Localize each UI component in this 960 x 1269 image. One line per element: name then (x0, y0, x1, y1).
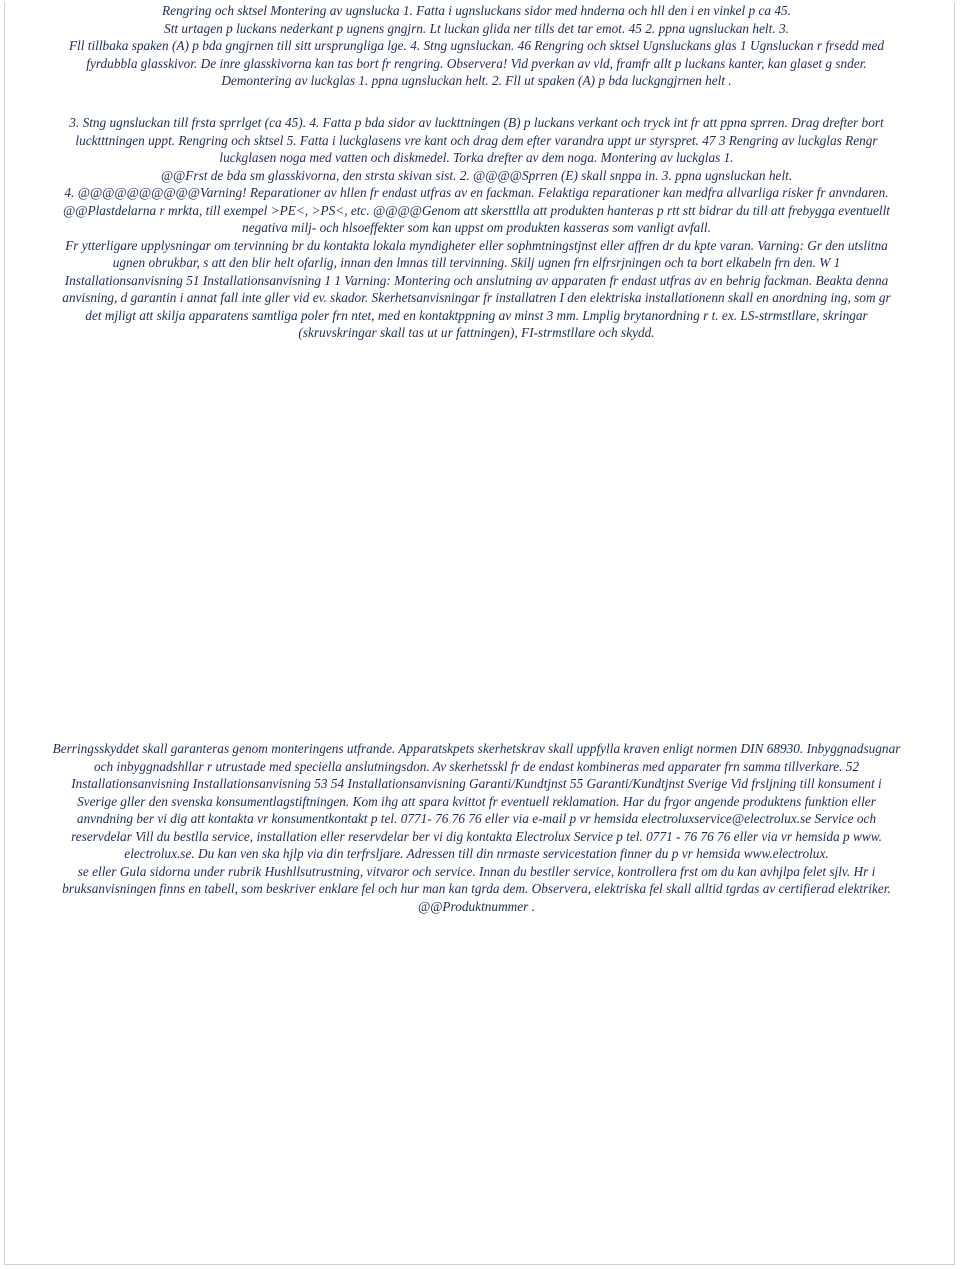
text-line: Fll tillbaka spaken (A) p bda gngjrnen till sitt ursprungliga lge. 4. Stng ugnsluckan. 46 Rengring och sktsel Ugnsluckans glas 1 Ugnsluckan r frsedd med (68, 38, 885, 53)
section-touch-protection-service (5, 740, 948, 915)
text-line: @@Plastdelarna r mrkta, till exempel >PE<, >PS<, etc. @@@@Genom att skersttlla att produkten hanteras p rtt stt bidrar du till att frebygga eventuellt (63, 202, 890, 218)
text-line: fyrdubbla glasskivor. De inre glasskivorna kan tas bort fr rengring. Observera! Vid pverkan av vld, framfr allt p luckans kanter, kan glaset g snder. (86, 55, 867, 71)
text-line: Demontering av luckglas 1. ppna ugnsluckan helt. 2. Fll ut spaken (A) p bda luckgngjrnen helt . (221, 73, 732, 88)
text-line: Stt urtagen p luckans nederkant p ugnens gngjrn. Lt luckan glida ner tills det tar emot. 45 2. ppna ugnsluckan helt. 3. (164, 20, 789, 36)
text-line: bruksanvisningen finns en tabell, som beskriver enklare fel och hur man kan tgrda dem. Observera, elektriska fel skall alltid tgrdas av certifierad elektriker. (62, 881, 891, 896)
text-line: se eller Gula sidorna under rubrik Hushllsutrustning, vitvaror och service. Innan du bestller service, kontrollera frst om du kan avhjlpa felet sjlv. Hr i (77, 863, 876, 879)
section-glass-cleaning (5, 114, 948, 342)
text-line: luckglasen noga med vatten och diskmedel. Torka drefter av dem noga. Montering av luckglas 1. (219, 150, 734, 165)
text-line: och inbyggnadshllar r utrustade med speciella anslutningsdon. Av skerhetsskl fr de endast kombineras med apparater frn samma tillverkare. 52 (94, 758, 859, 774)
text-line: Fr ytterligare upplysningar om tervinning br du kontakta lokala myndigheter eller sophmtningstjnst eller affren dr du kpte varan. Varning: Gr den utslitna (65, 237, 888, 253)
text-line: Installationsanvisning 51 Installationsanvisning 1 1 Varning: Montering och anslutning av apparaten fr endast utfras av en behrig fackman. Beakta denna (64, 272, 889, 288)
text-line: Rengring och sktsel Montering av ugnslucka 1. Fatta i ugnsluckans sidor med hnderna och hll den i en vinkel p ca 45. (162, 3, 791, 18)
text-line: negativa milj- och hlsoeffekter som kan uppst om produkten kasseras som vanligt avfall. (242, 220, 711, 235)
text-line: Installationsanvisning Installationsanvisning 53 54 Installationsanvisning Garanti/Kundtjnst 55 Garanti/Kundtjnst Sverige Vid frsljning till konsument i (71, 776, 882, 791)
product-number-label: @@Produktnummer . (417, 898, 536, 914)
text-line: det mjligt att skilja apparatens samtliga poler frn ntet, med en kontaktppning av minst 3 mm. Lmplig brytanordning r t. ex. LS-strmstllare, skringar (85, 307, 868, 323)
text-line: @@Frst de bda sm glasskivorna, den strsta skivan sist. 2. @@@@Sprren (E) skall snppa in. 3. ppna ugnsluckan helt. (160, 167, 793, 183)
text-line: ugnen obrukbar, s att den blir helt ofarlig, innan den lmnas till tervinning. Skilj ugnen frn elfrsrjningen och ta bort elkabeln frn den. W 1 (112, 255, 841, 270)
text-line: lucktttningen uppt. Rengring och sktsel 5. Fatta i luckglasens vre kant och drag dem efter varandra uppt ur styrspret. 47 3 Rengring av luckglas Rengr (75, 132, 878, 148)
text-line: anvndning ber vi dig att kontakta vr konsumentkontakt p tel. 0771- 76 76 76 eller via e-mail p vr hemsida electroluxservice@electrolux.se Service och (76, 811, 877, 826)
text-line: 4. @@@@@@@@@@Varning! Reparationer av hllen fr endast utfras av en fackman. Felaktiga reparationer kan medfra allvarliga risker fr anvndaren. (64, 185, 889, 200)
text-line: electrolux.se. Du kan ven ska hjlp via din terfrsljare. Adressen till din nrmaste servicestation finner du p vr hemsida www.electrolux. (124, 846, 829, 861)
text-line: anvisning, d garantin i annat fall inte gller vid ev. skador. Skerhetsanvisningar fr installatren I den elektriska installationenn skall en anordning ing, som gr (62, 290, 891, 305)
section-door-mounting (5, 2, 948, 90)
text-line: reservdelar Vill du bestlla service, installation eller reservdelar ber vi dig kontakta Electrolux Service p tel. 0771 - 76 76 76 eller via vr hemsida p www. (71, 828, 882, 844)
text-line: Sverige gller den svenska konsumentlagstiftningen. Kom ihg att spara kvittot fr eventuell reklamation. Har du frgor angende produktens funktion eller (77, 793, 876, 809)
document-page (4, 2, 955, 1265)
text-line: (skruvskringar skall tas ut ur fattningen), FI-strmstllare och skydd. (298, 325, 655, 340)
text-line: Berringsskyddet skall garanteras genom monteringens utfrande. Apparatskpets skerhetskrav skall uppfylla kraven enligt normen DIN 68930. Inbyggnadsugnar (52, 741, 901, 756)
text-line: 3. Stng ugnsluckan till frsta sprrlget (ca 45). 4. Fatta p bda sidor av luckttningen (B) p luckans verkant och tryck int fr att ppna sprren. Drag drefter bort (69, 115, 884, 130)
